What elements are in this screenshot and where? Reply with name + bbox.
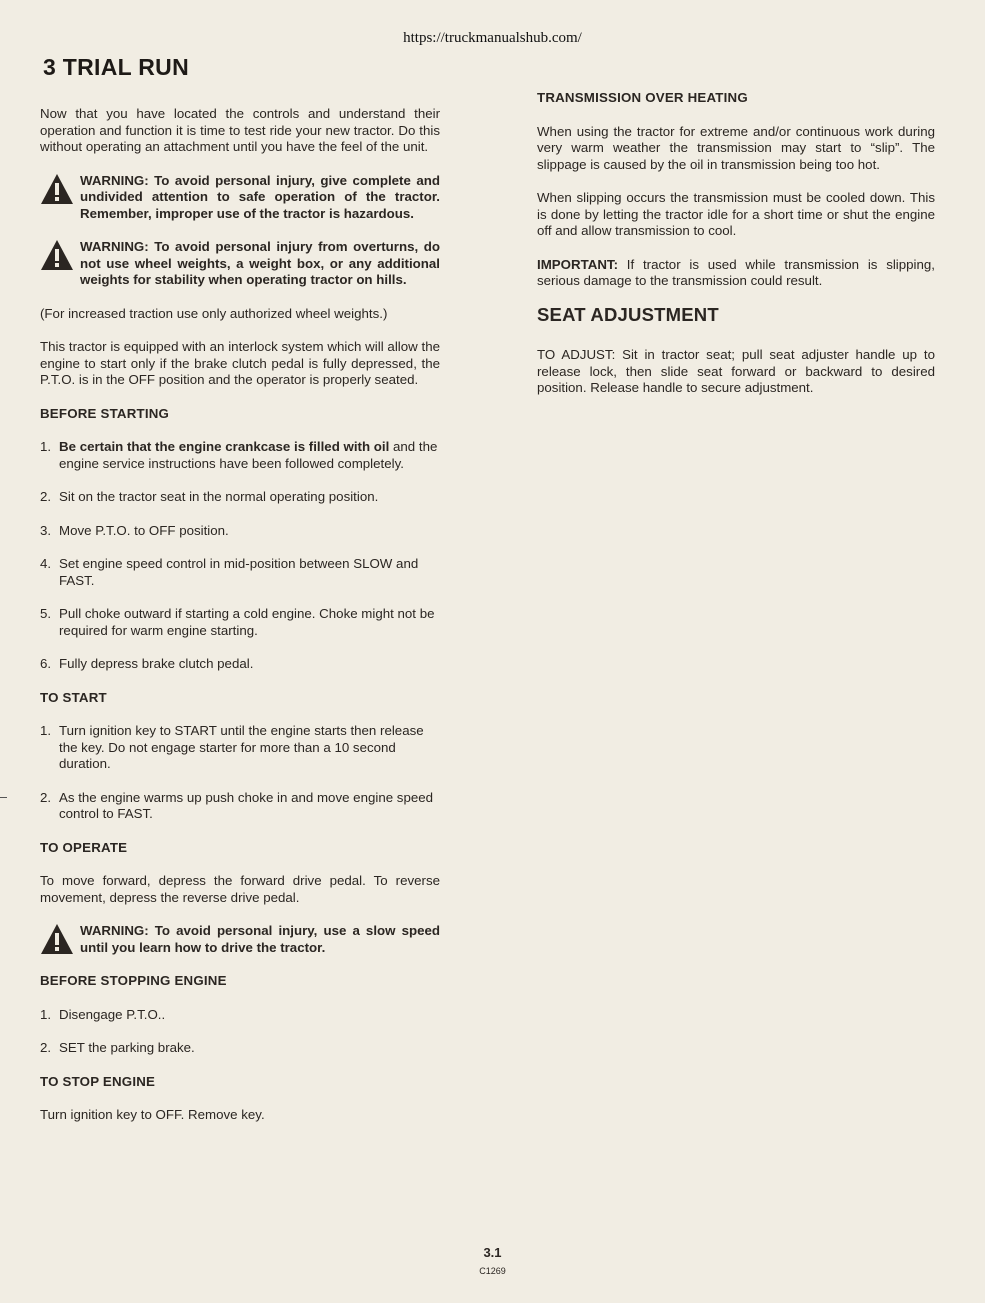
warning-triangle-icon	[40, 173, 74, 205]
transmission-heading: TRANSMISSION OVER HEATING	[537, 90, 748, 105]
warning-text-2: WARNING: To avoid personal injury from overturns, do not use wheel weights, a weight box, or any additional weights for stability when operating tractor on hills.	[80, 239, 440, 287]
list-item: 1. Turn ignition key to START until the engine starts then release the key. Do not engage starter for more than a 10 second duration.	[40, 723, 424, 771]
warning-text-3: WARNING: To avoid personal injury, use a slow speed until you learn how to drive the tractor.	[80, 923, 440, 955]
margin-mark	[0, 797, 7, 798]
source-url[interactable]: https://truckmanualshub.com/	[403, 30, 582, 46]
transmission-paragraph-2: When slipping occurs the transmission must be cooled down. This is done by letting the tractor idle for a short time or shut the engine off and allow transmission to cool.	[537, 190, 935, 238]
list-item: 1. Disengage P.T.O..	[40, 1006, 166, 1022]
warning-triangle-icon	[40, 239, 74, 271]
warning-block-2	[40, 239, 440, 289]
list-item: 2. Sit on the tractor seat in the normal operating position.	[40, 489, 379, 504]
page-number: 3.1	[483, 1245, 502, 1260]
list-item: 3. Move P.T.O. to OFF position.	[40, 522, 229, 538]
before-starting-list	[40, 439, 440, 673]
right-column	[537, 90, 935, 414]
list-item: 1. Be certain that the engine crankcase is filled with oil and the engine service instructions have been followed completely.	[40, 439, 438, 471]
to-operate-paragraph: To move forward, depress the forward drive pedal. To reverse movement, depress the reverse drive pedal.	[40, 873, 440, 905]
interlock-paragraph: This tractor is equipped with an interlock system which will allow the engine to start only if the brake clutch pedal is fully depressed, the P.T.O. is in the OFF position and the operator is properly seated.	[40, 339, 440, 387]
important-label: IMPORTANT:	[537, 256, 619, 272]
transmission-paragraph-1: When using the tractor for extreme and/or continuous work during very warm weather the transmission may start to “slip”. The slippage is caused by the oil in transmission being too hot.	[537, 123, 935, 172]
warning-block-3	[40, 923, 440, 956]
left-column	[40, 106, 440, 1141]
intro-paragraph: Now that you have located the controls and understand their operation and function it is time to test ride your new tractor. Do this without operating an attachment until you have the feel of the unit.	[40, 106, 440, 154]
seat-adjustment-paragraph: TO ADJUST: Sit in tractor seat; pull seat adjuster handle up to release lock, then slide seat forward or backward to desired position. Release handle to secure adjustment.	[537, 347, 935, 395]
to-start-list	[40, 723, 440, 823]
warning-text-1: WARNING: To avoid personal injury, give complete and undivided attention to safe operation of the tractor. Remember, improper use of the tractor is hazardous.	[80, 172, 440, 221]
warning-block-1	[40, 173, 440, 223]
to-stop-heading: TO STOP ENGINE	[40, 1073, 156, 1089]
warning-triangle-icon	[40, 923, 74, 955]
document-code: C1269	[479, 1266, 506, 1276]
to-start-heading: TO START	[40, 689, 107, 705]
important-paragraph: IMPORTANT: If tractor is used while transmission is slipping, serious damage to the transmission could result.	[537, 256, 935, 288]
before-starting-heading: BEFORE STARTING	[40, 405, 170, 421]
before-stopping-heading: BEFORE STOPPING ENGINE	[40, 973, 227, 988]
seat-adjustment-heading: SEAT ADJUSTMENT	[537, 303, 719, 325]
before-stopping-list	[40, 1007, 440, 1057]
list-item: 4. Set engine speed control in mid-position between SLOW and FAST.	[40, 556, 419, 588]
to-operate-heading: TO OPERATE	[40, 839, 128, 855]
list-item: 2. SET the parking brake.	[40, 1040, 195, 1055]
list-item: 5. Pull choke outward if starting a cold engine. Choke might not be required for warm engine starting.	[40, 606, 435, 638]
to-stop-paragraph: Turn ignition key to OFF. Remove key.	[40, 1107, 265, 1122]
traction-note: (For increased traction use only authorized wheel weights.)	[40, 305, 388, 321]
list-item: 2. As the engine warms up push choke in and move engine speed control to FAST.	[40, 789, 434, 821]
section-title: 3 TRIAL RUN	[43, 54, 189, 80]
list-item: 6. Fully depress brake clutch pedal.	[40, 656, 254, 671]
